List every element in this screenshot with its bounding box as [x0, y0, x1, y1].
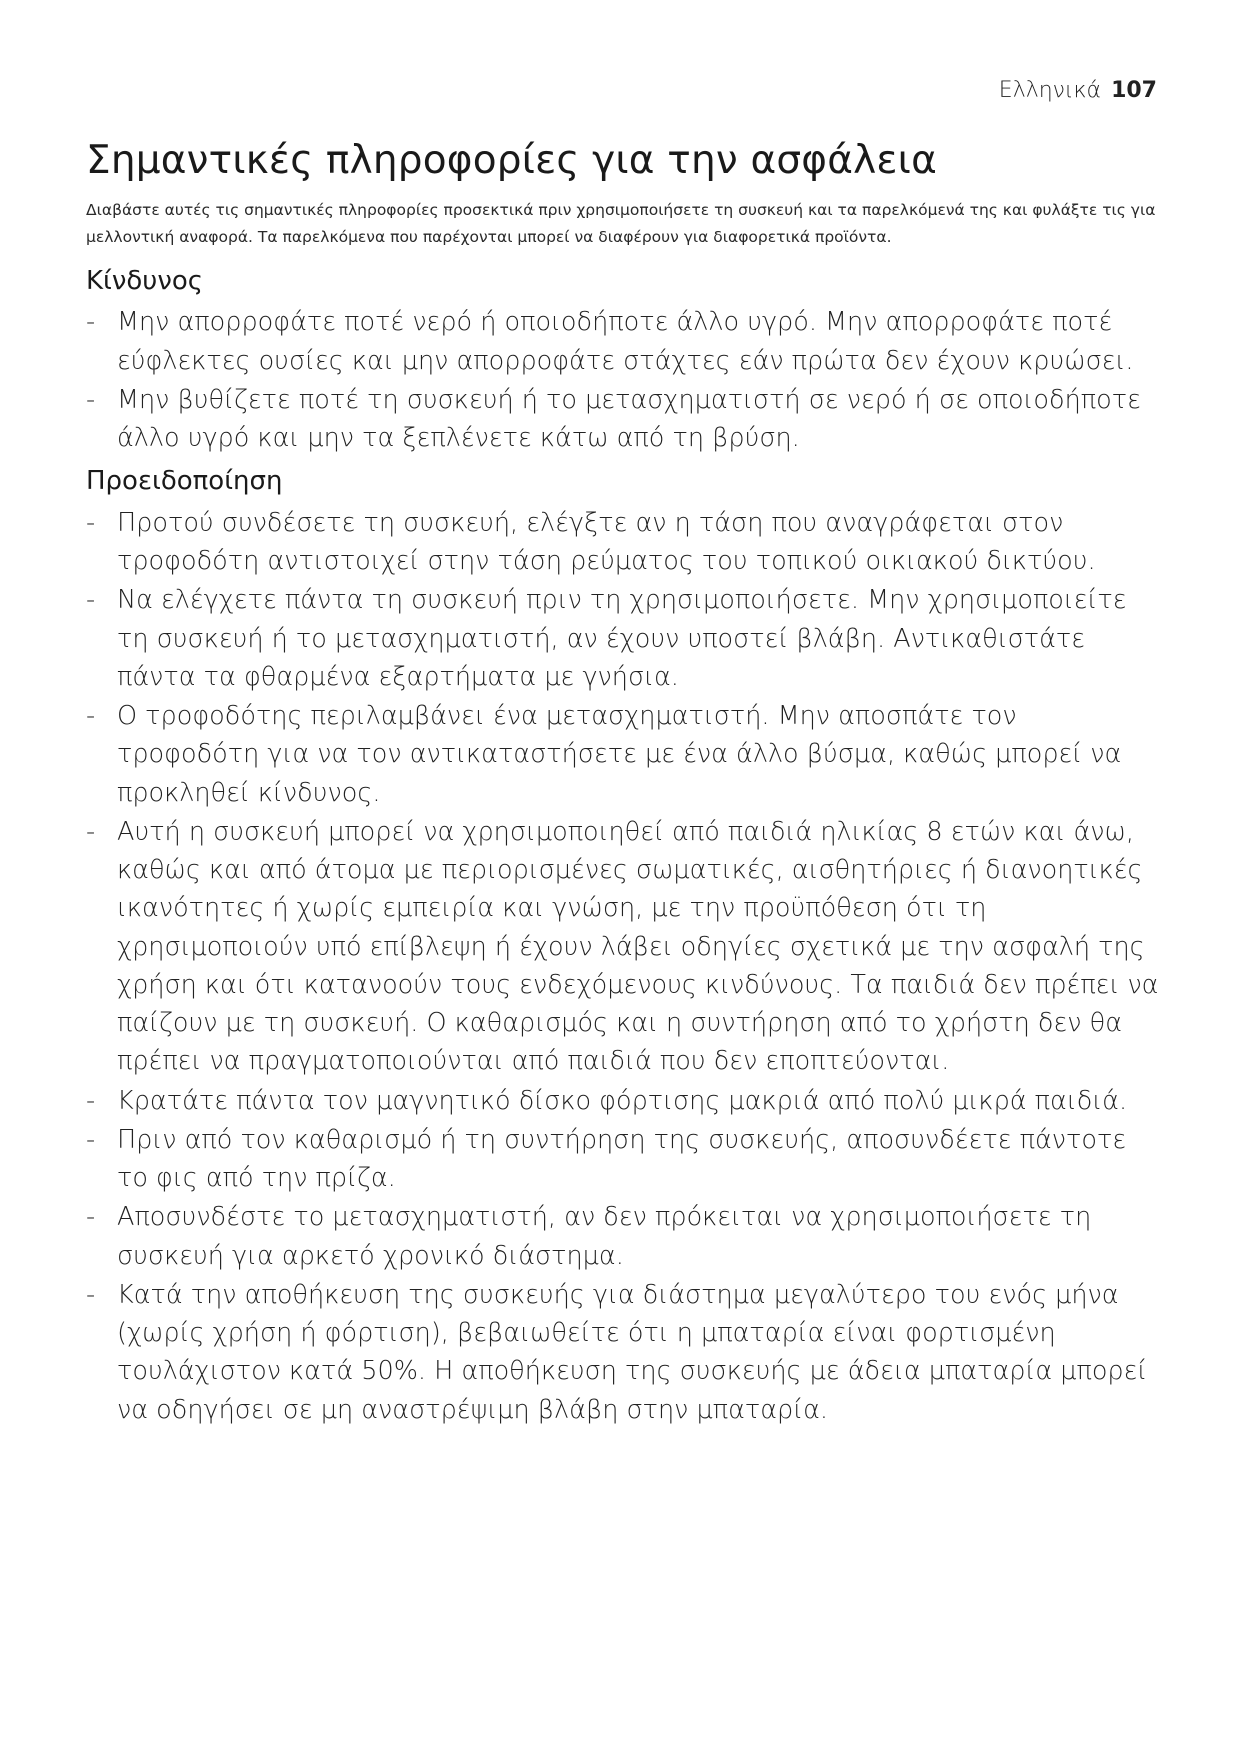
section-heading-danger: Κίνδυνος — [86, 266, 204, 297]
intro-paragraph: Διαβάστε αυτές τις σημαντικές πληροφορίες προσεκτικά πριν χρησιμοποιήσετε τη συσκευή και τα παρελκόμενά της και φυλάξτε τις για μελλοντική αναφορά. Τα παρελκόμενα που παρέχονται μπορεί να διαφέρουν για διαφορετικά προϊόντα. — [86, 200, 1156, 246]
list-item: - Προτού συνδέσετε τη συσκευή, ελέγξτε αν η τάση που αναγράφεται στον τροφοδότη αντιστοιχεί στην τάση ρεύματος του τοπικού οικιακού δικτύου. — [86, 507, 1096, 577]
list-item: - Να ελέγχετε πάντα τη συσκευή πριν τη χρησιμοποιήσετε. Μην χρησιμοποιείτε τη συσκευή ή το μετασχηματιστή, αν έχουν υποστεί βλάβη. Αντικαθιστάτε πάντα τα φθαρμένα εξαρτήματα με γνήσια. — [86, 585, 1127, 692]
section-danger — [86, 263, 1164, 457]
list-item: - Πριν από τον καθαρισμό ή τη συντήρηση της συσκευής, αποσυνδέετε πάντοτε το φις από την πρίζα. — [86, 1124, 1127, 1194]
page-number: 107 — [1111, 78, 1157, 103]
list-item: - Κρατάτε πάντα τον μαγνητικό δίσκο φόρτισης μακριά από πολύ μικρά παιδιά. — [86, 1085, 1128, 1116]
warning-list — [86, 504, 1164, 1429]
list-item: - Μην απορροφάτε ποτέ νερό ή οποιοδήποτε άλλο υγρό. Μην απορροφάτε ποτέ εύφλεκτες ουσίες και μην απορροφάτε στάχτες εάν πρώτα δεν έχουν κρυώσει. — [86, 307, 1134, 376]
section-warning — [86, 463, 1164, 1428]
page-header — [999, 78, 1157, 103]
danger-list — [86, 303, 1164, 457]
header-language: Ελληνικά — [998, 78, 1102, 103]
section-heading-warning: Προειδοποίηση — [86, 466, 283, 497]
list-item: - Αυτή η συσκευή μπορεί να χρησιμοποιηθεί από παιδιά ηλικίας 8 ετών και άνω, καθώς και από άτομα με περιορισμένες σωματικές, αισθητήριες ή διανοητικές ικανότητες ή χωρίς εμπειρία και γνώση, με την προϋπόθεση ότι τη χρησιμοποιούν υπό επίβλεψη ή έχουν λάβει οδηγίες σχετικά με την ασφαλή της χρήση και ότι κατανοούν τους ενδεχόμενους κινδύνους. Τα παιδιά δεν πρέπει να παίζουν με τη συσκευή. Ο καθαρισμός και η συντήρηση από το χρήστη δεν θα πρέπει να πραγματοποιούνται από παιδιά που δεν εποπτεύονται. — [86, 816, 1159, 1077]
list-item: - Ο τροφοδότης περιλαμβάνει ένα μετασχηματιστή. Μην αποσπάτε τον τροφοδότη για να τον αντικαταστήσετε με ένα άλλο βύσμα, καθώς μπορεί να προκληθεί κίνδυνος. — [86, 701, 1122, 808]
list-item: - Μην βυθίζετε ποτέ τη συσκευή ή το μετασχηματιστή σε νερό ή σε οποιοδήποτε άλλο υγρό και μην τα ξεπλένετε κάτω από τη βρύση. — [86, 384, 1141, 454]
page-title: Σημαντικές πληροφορίες για την ασφάλεια — [86, 138, 937, 183]
document-body — [86, 138, 1164, 1435]
list-item: - Κατά την αποθήκευση της συσκευής για διάστημα μεγαλύτερο του ενός μήνα (χωρίς χρήση ή φόρτιση), βεβαιωθείτε ότι η μπαταρία είναι φορτισμένη τουλάχιστον κατά 50%. Η αποθήκευση της συσκευής με άδεια μπαταρία μπορεί να οδηγήσει σε μη αναστρέψιμη βλάβη στην μπαταρία. — [86, 1279, 1148, 1425]
list-item: - Αποσυνδέστε το μετασχηματιστή, αν δεν πρόκειται να χρησιμοποιήσετε τη συσκευή για αρκετό χρονικό διάστημα. — [86, 1202, 1092, 1271]
